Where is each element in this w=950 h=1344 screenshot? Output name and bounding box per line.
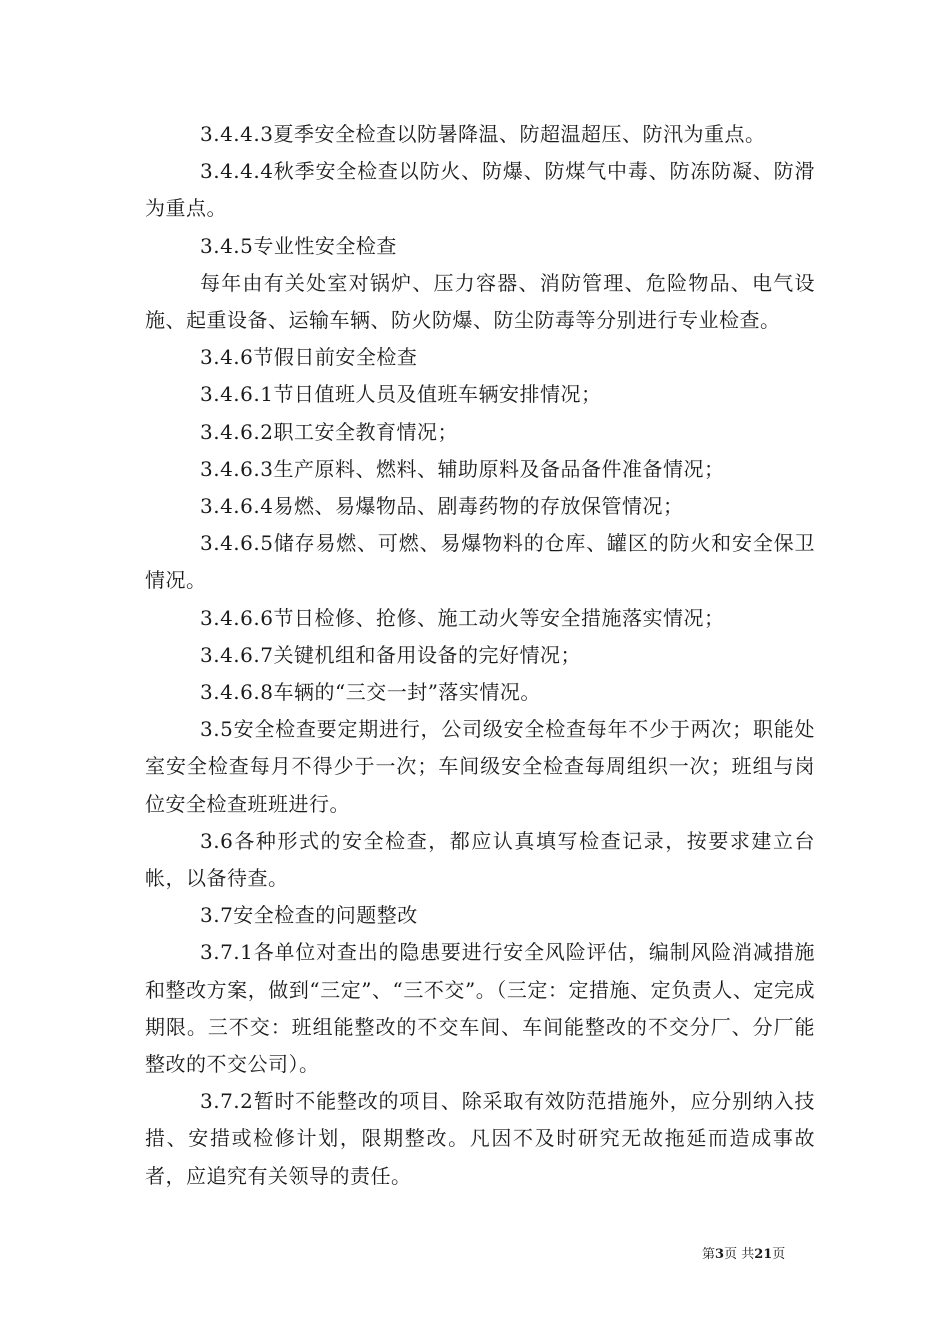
total-pages: 21 [754,1247,773,1262]
paragraph-3-4-6-2: 3.4.6.2职工安全教育情况； [200,419,458,444]
page-prefix: 第 [702,1247,716,1262]
paragraph-professional-check: 每年由有关处室对锅炉、压力容器、消防管理、危险物品、电气设施、起重设备、运输车辆、防火防爆、防尘防毒等分别进行专业检查。 [145,270,815,333]
heading-3-7: 3.7安全检查的问题整改 [200,903,418,928]
paragraph-3-4-6-6: 3.4.6.6节日检修、抢修、施工动火等安全措施落实情况； [200,605,725,630]
heading-3-4-6: 3.4.6节假日前安全检查 [200,345,418,370]
paragraph-3-4-4-3: 3.4.4.3夏季安全检查以防暑降温、防超温超压、防汛为重点。 [200,122,766,146]
paragraph-3-7-1: 3.7.1各单位对查出的隐患要进行安全风险评估，编制风险消减措施和整改方案，做到“三定”、“三不交”。（三定：定措施、定负责人、定完成期限。三不交：班组能整改的不交车间、车间能整改的不交分厂、分厂能整改的不交公司）。 [145,940,815,1077]
page-number [702,1247,785,1263]
current-page: 3 [715,1247,725,1262]
document-body [145,116,815,1195]
paragraph-3-4-6-7: 3.4.6.7关键机组和备用设备的完好情况； [200,642,581,667]
paragraph-3-6: 3.6各种形式的安全检查，都应认真填写检查记录，按要求建立台帐，以备待查。 [145,828,815,891]
paragraph-3-4-6-1: 3.4.6.1节日值班人员及值班车辆安排情况； [200,382,602,407]
paragraph-3-5: 3.5安全检查要定期进行，公司级安全检查每年不少于两次；职能处室安全检查每月不得少于一次；车间级安全检查每周组织一次；班组与岗位安全检查班班进行。 [145,717,815,816]
paragraph-3-4-6-8: 3.4.6.8车辆的“三交一封”落实情况。 [200,680,541,705]
page-middle: 页 共 [724,1247,755,1262]
paragraph-3-4-4-4: 3.4.4.4秋季安全检查以防火、防爆、防煤气中毒、防冻防凝、防滑为重点。 [145,159,815,221]
paragraph-3-4-6-3: 3.4.6.3生产原料、燃料、辅助原料及备品备件准备情况； [200,456,725,481]
paragraph-3-7-2: 3.7.2暂时不能整改的项目、除采取有效防范措施外，应分别纳入技措、安措或检修计划，限期整改。凡因不及时研究无故拖延而造成事故者，应追究有关领导的责任。 [145,1089,815,1188]
heading-3-4-5: 3.4.5专业性安全检查 [200,233,397,258]
paragraph-3-4-6-4: 3.4.6.4易燃、易爆物品、剧毒药物的存放保管情况； [200,494,684,519]
page-suffix: 页 [772,1247,786,1262]
paragraph-3-4-6-5: 3.4.6.5储存易燃、可燃、易爆物料的仓库、罐区的防火和安全保卫情况。 [145,531,815,593]
